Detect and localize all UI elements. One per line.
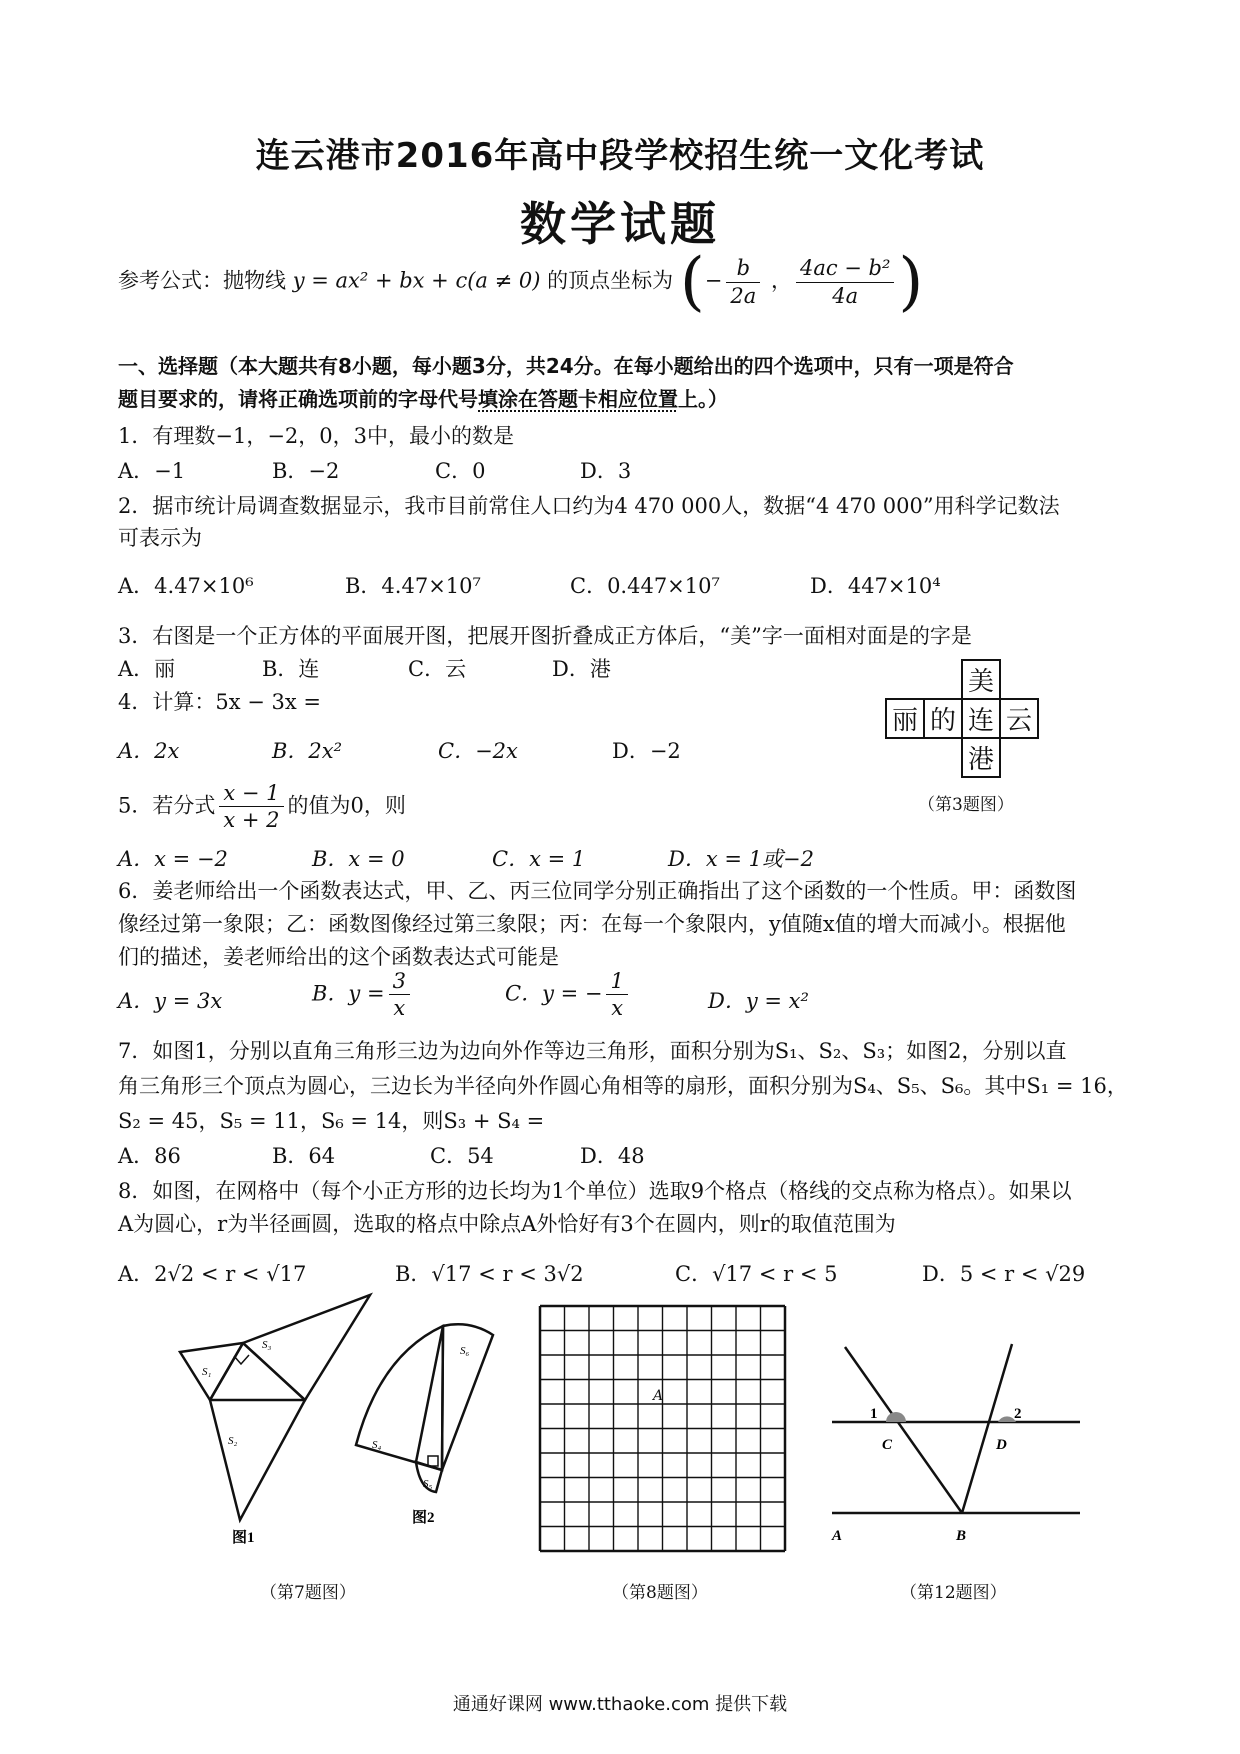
q2-stem-line2: 可表示为 (118, 526, 202, 550)
q6-option-d: D．y = x² (708, 989, 809, 1013)
q5-stem: 5．若分式 $\frac{x - 1}{x + 2}$ 的值为0，则 (118, 781, 406, 833)
q1-option-d: D．3 (580, 459, 632, 483)
point-b-label: B (956, 1528, 967, 1544)
q1-stem: 1．有理数−1，−2，0，3中，最小的数是 (118, 424, 514, 448)
q8-stem-line2: A为圆心，r为半径画圆，选取的格点中除点A外恰好有3个在圆内，则r的取值范围为 (118, 1212, 896, 1236)
label-s3: S₃ (262, 1339, 272, 1351)
section-instructions-line2: 题目要求的，请将正确选项前的字母代号填涂在答题卡相应位置上。） (118, 387, 728, 411)
fig12-caption: （第12题图） (900, 1583, 1007, 1603)
label-s2: S₂ (228, 1435, 238, 1447)
cube-net (885, 659, 1039, 778)
cube-face-4: 云 (1000, 699, 1038, 738)
q8-stem-line1: 8．如图，在网格中（每个小正方形的边长均为1个单位）选取9个格点（格线的交点称为格点）。如果以 (118, 1179, 1072, 1203)
q3-option-c: C．云 (408, 657, 467, 681)
q7-option-c: C．54 (430, 1144, 494, 1168)
q8-option-a: A．2√2 < r < √17 (118, 1262, 307, 1286)
q7-stem-line1: 7．如图1，分别以直角三角形三边为边向外作等边三角形，面积分别为S₁、S₂、S₃；如图2，分别以直 (118, 1039, 1067, 1063)
q2-option-b: B．4.47×10⁷ (345, 574, 481, 598)
point-a-label: A (832, 1528, 843, 1544)
q6-option-c: C．y = − $\frac{1}{x}$ (505, 968, 632, 1022)
q6-stem-line3: 们的描述，姜老师给出的这个函数表达式可能是 (118, 945, 559, 969)
q6-stem-line2: 像经过第一象限；乙：函数图像经过第三象限；丙：在每一个象限内，y值随x值的增大而减小。根据他 (118, 912, 1066, 936)
q7-stem-line2: 角三角形三个顶点为圆心，三边长为半径向外作圆心角相等的扇形，面积分别为S₄、S₅、S₆。其中S₁ = 16， (118, 1074, 1128, 1098)
q4-stem: 4．计算：5x − 3x = (118, 690, 321, 714)
q4-option-b: B．2x² (272, 739, 343, 763)
label-s5: S₅ (423, 1478, 433, 1490)
q5-option-a: A．x = −2 (118, 847, 228, 871)
fig8-grid (540, 1306, 790, 1556)
cube-face-1: 丽 (886, 699, 924, 738)
q7-option-d: D．48 (580, 1144, 645, 1168)
q3-option-a: A．丽 (118, 657, 176, 681)
reference-formula: 参考公式：抛物线 y = ax² + bx + c(a ≠ 0) 的顶点坐标为 (− $\frac{b}{2a}$ ， $\frac{\text{4ac − b²}}{4a}$ ) (118, 245, 924, 319)
q5-option-d: D．x = 1或−2 (668, 847, 814, 871)
q1-option-c: C．0 (435, 459, 486, 483)
q3-stem: 3．右图是一个正方体的平面展开图，把展开图折叠成正方体后，“美”字一面相对面是的字是 (118, 624, 972, 648)
q3-option-b: B．连 (262, 657, 320, 681)
exam-title: 连云港市2016年高中段学校招生统一文化考试 (255, 136, 985, 176)
q4-option-a: A．2x (118, 739, 180, 763)
section-instructions-line1: 一、选择题（本大题共有8小题，每小题3分，共24分。在每小题给出的四个选项中，只有一项是符合 (118, 354, 1014, 378)
cube-face-bottom: 港 (962, 738, 1000, 777)
cube-face-3: 连 (962, 699, 1000, 738)
point-d-label: D (996, 1437, 1007, 1453)
page-footer: 通通好课网 www.tthaoke.com 提供下载 (452, 1694, 788, 1715)
q7-stem-line3: S₂ = 45，S₅ = 11，S₆ = 14，则S₃ + S₄ = (118, 1109, 545, 1133)
grid-point-a-label: A (653, 1388, 664, 1404)
q6-option-b: B．y = $\frac{3}{x}$ (312, 968, 414, 1022)
fig7-diagram (140, 1300, 500, 1550)
q2-option-c: C．0.447×10⁷ (570, 574, 720, 598)
fig7-caption: （第7题图） (260, 1583, 356, 1603)
q2-stem-line1: 2．据市统计局调查数据显示，我市目前常住人口约为4 470 000人，数据“4 470 000”用科学记数法 (118, 494, 1060, 518)
q8-option-d: D．5 < r < √29 (922, 1262, 1086, 1286)
q7-option-b: B．64 (272, 1144, 336, 1168)
label-s1: S₁ (202, 1366, 212, 1378)
q4-option-d: D．−2 (612, 739, 681, 763)
q8-option-c: C．√17 < r < 5 (675, 1262, 838, 1286)
q6-option-a: A．y = 3x (118, 989, 223, 1013)
q3-option-d: D．港 (552, 657, 611, 681)
fig3-caption: （第3题图） (918, 795, 1014, 815)
q7-option-a: A．86 (118, 1144, 181, 1168)
angle-2-label: 2 (1014, 1406, 1022, 1422)
cube-face-2: 的 (924, 699, 962, 738)
q1-option-a: A．−1 (118, 459, 186, 483)
q1-option-b: B．−2 (272, 459, 340, 483)
fig1-caption: 图1 (232, 1530, 255, 1546)
fig8-caption: （第8题图） (612, 1583, 708, 1603)
q6-stem-line1: 6．姜老师给出一个函数表达式，甲、乙、丙三位同学分别正确指出了这个函数的一个性质。甲：函数图 (118, 879, 1077, 903)
q4-option-c: C．−2x (438, 739, 518, 763)
label-s4: S₄ (372, 1439, 382, 1451)
q2-option-d: D．447×10⁴ (810, 574, 941, 598)
exam-subtitle: 数学试题 (520, 197, 720, 251)
label-s6: S₆ (460, 1345, 470, 1357)
q5-option-b: B．x = 0 (312, 847, 405, 871)
q5-option-c: C．x = 1 (492, 847, 586, 871)
q8-option-b: B．√17 < r < 3√2 (395, 1262, 584, 1286)
fig2-caption: 图2 (412, 1510, 435, 1526)
point-c-label: C (882, 1437, 893, 1453)
fig12-diagram (830, 1345, 1090, 1565)
cube-face-top: 美 (962, 660, 1000, 699)
angle-1-label: 1 (870, 1406, 878, 1422)
q2-option-a: A．4.47×10⁶ (118, 574, 254, 598)
